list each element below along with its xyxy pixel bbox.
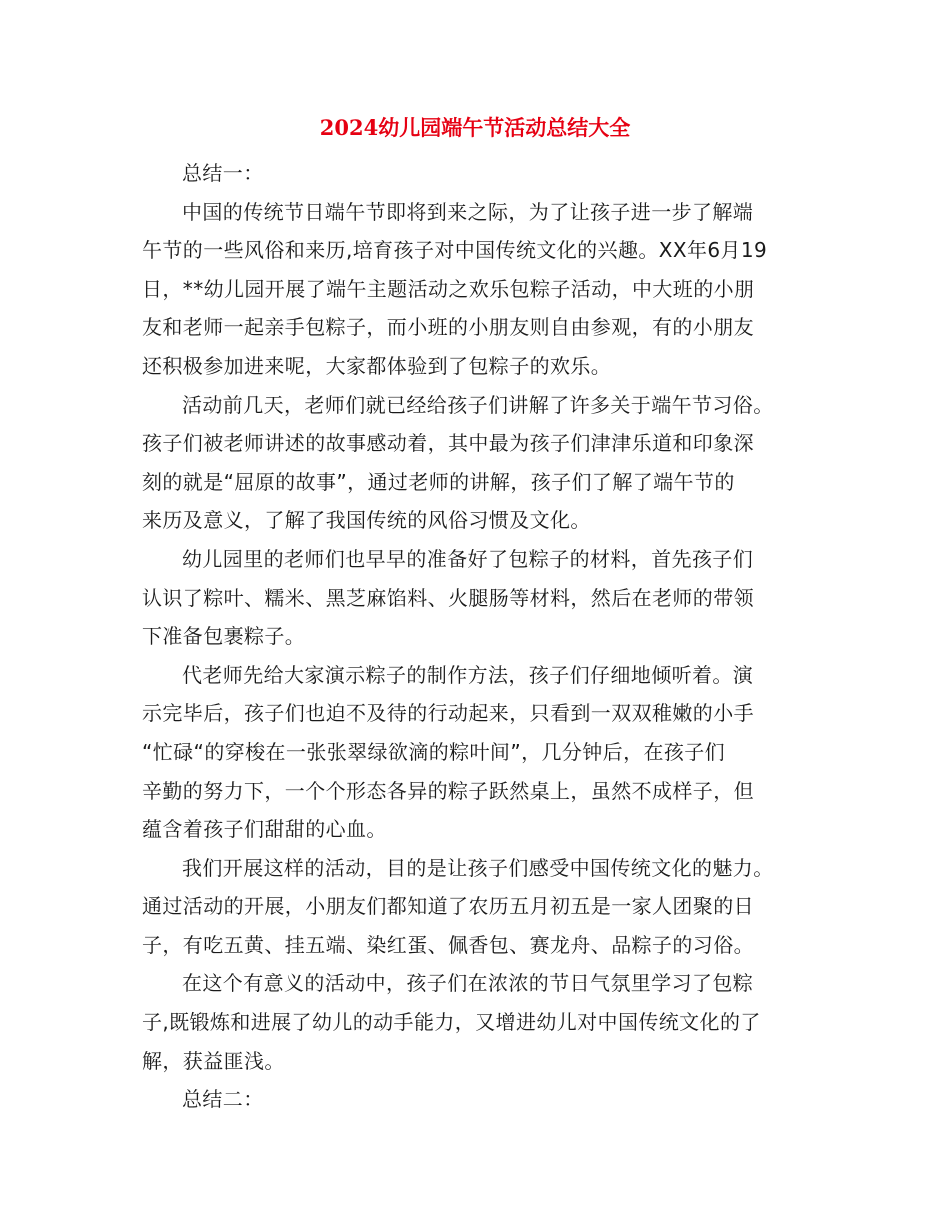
paragraph-line: 辛勤的努力下，一个个形态各异的粽子跃然桌上，虽然不成样子，但 — [142, 778, 754, 803]
paragraph-line: 友和老师一起亲手包粽子，而小班的小朋友则自由参观，有的小朋友 — [142, 315, 754, 340]
paragraph-line: 认识了粽叶、糯米、黑芝麻馅料、火腿肠等材料，然后在老师的带领 — [142, 585, 754, 610]
document-title: 2024幼儿园端午节活动总结大全 — [319, 115, 631, 140]
paragraph-5 — [142, 849, 812, 965]
paragraph-line: “忙碌“的穿梭在一张张翠绿欲滴的粽叶间”，几分钟后，在孩子们 — [142, 739, 726, 764]
paragraph-line: 子，有吃五黄、挂五端、染红蛋、佩香包、赛龙舟、品粽子的习俗。 — [142, 932, 754, 957]
paragraph-line: 孩子们被老师讲述的故事感动着，其中最为孩子们津津乐道和印象深 — [142, 431, 754, 456]
paragraph-line: 在这个有意义的活动中，孩子们在浓浓的节日气氛里学习了包粽 — [182, 971, 754, 996]
paragraph-line: 子,既锻炼和进展了幼儿的动手能力，又增进幼儿对中国传统文化的了 — [142, 1010, 761, 1035]
paragraph-line: 我们开展这样的活动，目的是让孩子们感受中国传统文化的魅力。 — [182, 855, 774, 880]
paragraph-line: 蕴含着孩子们甜甜的心血。 — [142, 817, 387, 842]
paragraph-line: 活动前几天，老师们就已经给孩子们讲解了许多关于端午节习俗。 — [182, 392, 774, 417]
document-body — [142, 154, 812, 1119]
paragraph-line: 日，**幼儿园开展了端午主题活动之欢乐包粽子活动，中大班的小朋 — [142, 276, 755, 301]
paragraph-line: 来历及意义，了解了我国传统的风俗习惯及文化。 — [142, 508, 591, 533]
paragraph-line: 通过活动的开展，小朋友们都知道了农历五月初五是一家人团聚的日 — [142, 894, 754, 919]
paragraph-line: 代老师先给大家演示粽子的制作方法，孩子们仔细地倾听着。演 — [182, 662, 754, 687]
section-heading-2: 总结二： — [182, 1087, 264, 1112]
paragraph-line: 午节的一些风俗和来历,培育孩子对中国传统文化的兴趣。XX年6月19 — [142, 238, 768, 263]
paragraph-line: 解，获益匪浅。 — [142, 1048, 285, 1073]
paragraph-line: 中国的传统节日端午节即将到来之际，为了让孩子进一步了解端 — [182, 199, 754, 224]
paragraph-line: 幼儿园里的老师们也早早的准备好了包粽子的材料，首先孩子们 — [182, 546, 754, 571]
paragraph-3 — [142, 540, 812, 656]
paragraph-line: 刻的就是“屈原的故事”，通过老师的讲解，孩子们了解了端午节的 — [142, 469, 735, 494]
paragraph-4 — [142, 656, 812, 849]
paragraph-line: 示完毕后，孩子们也迫不及待的行动起来，只看到一双双稚嫩的小手 — [142, 701, 754, 726]
paragraph-1 — [142, 193, 812, 386]
paragraph-line: 还积极参加进来呢，大家都体验到了包粽子的欢乐。 — [142, 353, 612, 378]
paragraph-line: 下准备包裹粽子。 — [142, 624, 306, 649]
paragraph-6 — [142, 964, 812, 1080]
paragraph-2 — [142, 386, 812, 540]
section-heading-1: 总结一： — [182, 161, 264, 185]
